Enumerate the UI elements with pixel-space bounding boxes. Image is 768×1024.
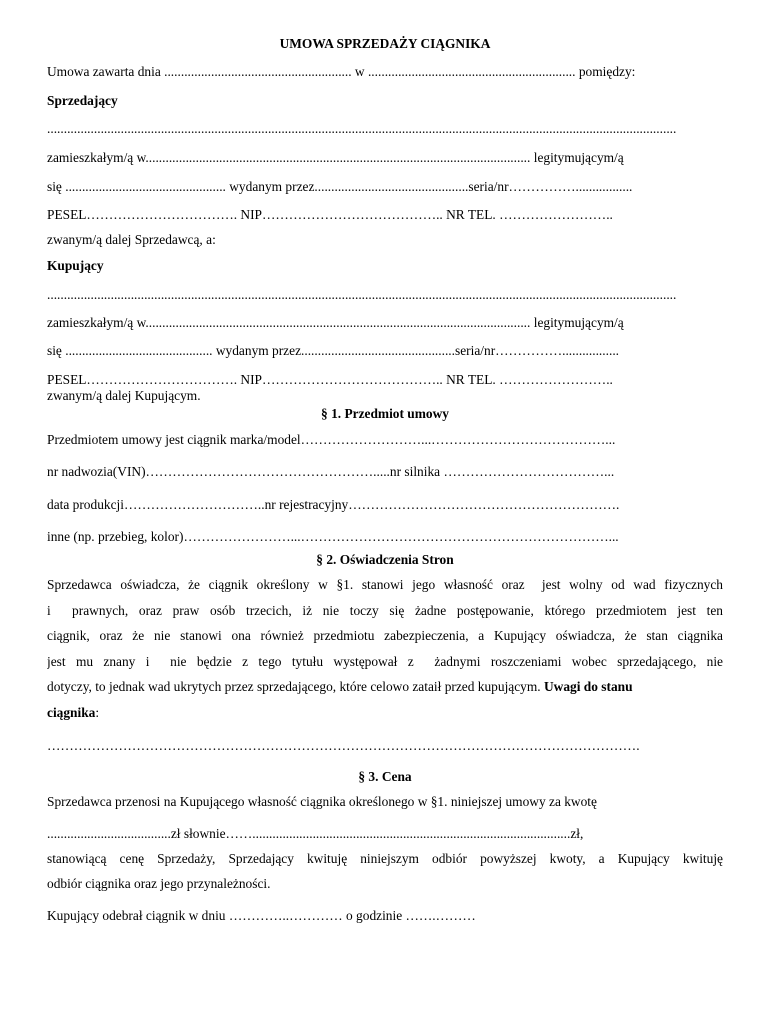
seller-alias-line: zwanym/ą dalej Sprzedawcą, a: (47, 232, 216, 247)
declaration-line: i prawnych, oraz praw osób trzecich, iż nie toczy się żadne postępowanie, którego przedmiotem jest ten (47, 603, 723, 618)
seller-address-line: zamieszkałym/ą w................................................................................................................... legitymującym/ą (47, 150, 624, 165)
remarks-label: Uwagi do stanu (544, 679, 633, 694)
section3-heading: § 3. Cena (358, 769, 412, 784)
declaration-line: ciągnik, oraz że nie stanowi ona również przedmiotu zabezpieczenia, a Kupujący oświadcza, że stan ciągnika (47, 628, 723, 643)
section1-heading: § 1. Przedmiot umowy (321, 406, 449, 421)
other-details-line: inne (np. przebieg, kolor)……………………...……………………………………………………………... (47, 529, 619, 544)
declaration-line: ciągnika: (47, 705, 100, 720)
seller-pesel-nip-tel-line: PESEL……………………………. NIP………………………………….. NR TEL. …………………….. (47, 207, 613, 222)
price-intro-line: Sprzedawca przenosi na Kupującego własność ciągnika określonego w §1. niniejszej umowy za kwotę (47, 794, 597, 809)
document-title: UMOWA SPRZEDAŻY CIĄGNIKA (279, 36, 491, 51)
price-receipt-line: stanowiącą cenę Sprzedaży, Sprzedający kwituję niniejszym odbiór powyższej kwoty, a Kupujący kwituję (47, 851, 723, 866)
price-receipt-line: odbiór ciągnika oraz jego przynależności. (47, 876, 271, 891)
declaration-line: Sprzedawca oświadcza, że ciągnik określony w §1. stanowi jego własność oraz jest wolny od wad fizycznych (47, 577, 723, 592)
buyer-address-line: zamieszkałym/ą w................................................................................................................... legitymującym/ą (47, 315, 624, 330)
buyer-pesel-nip-tel-line: PESEL……………………………. NIP………………………………….. NR TEL. …………………….. (47, 372, 613, 387)
section2-heading: § 2. Oświadczenia Stron (316, 552, 454, 567)
pickup-date-time-line: Kupujący odebrał ciągnik w dniu …………..………… o godzinie …….……… (47, 908, 476, 923)
declaration-line: jest mu znany i nie będzie z tego tytułu występował z żadnymi roszczeniami wobec sprzedającego, nie (47, 654, 723, 669)
seller-name-line: ............................................................................................................................................................................................ (47, 121, 677, 136)
tractor-condition-remarks-line: ……………………………………………………………………………………………………………………. (47, 738, 640, 753)
buyer-id-line: się ............................................ wydanym przez..............................................seria/nr……………................. (47, 343, 620, 358)
seller-id-line: się ................................................ wydanym przez..............................................seria/nr……………................. (47, 179, 633, 194)
production-registration-line: data produkcji…………………………..nr rejestracyjny……………………………………………………. (47, 497, 620, 512)
buyer-alias-line: zwanym/ą dalej Kupującym. (47, 388, 201, 403)
buyer-name-line: ............................................................................................................................................................................................ (47, 287, 677, 302)
price-amount-line: .....................................zł słownie……...............................................................................................zł, (47, 826, 584, 841)
tractor-make-model-line: Przedmiotem umowy jest ciągnik marka/model………………………...…………………………………... (47, 432, 616, 447)
declaration-line: dotyczy, to jednak wad ukrytych przez sprzedającego, które celowo zataił przed kupującym. Uwagi do stanu (47, 679, 633, 694)
seller-heading: Sprzedający (47, 93, 118, 108)
contract-date-place-line: Umowa zawarta dnia ........................................................ w .............................................................. pomiędzy: (47, 64, 636, 79)
buyer-heading: Kupujący (47, 258, 104, 273)
vin-engine-line: nr nadwozia(VIN)…………………………………………….....nr silnika ………………………………... (47, 464, 615, 479)
remarks-label-cont: ciągnika (47, 705, 96, 720)
